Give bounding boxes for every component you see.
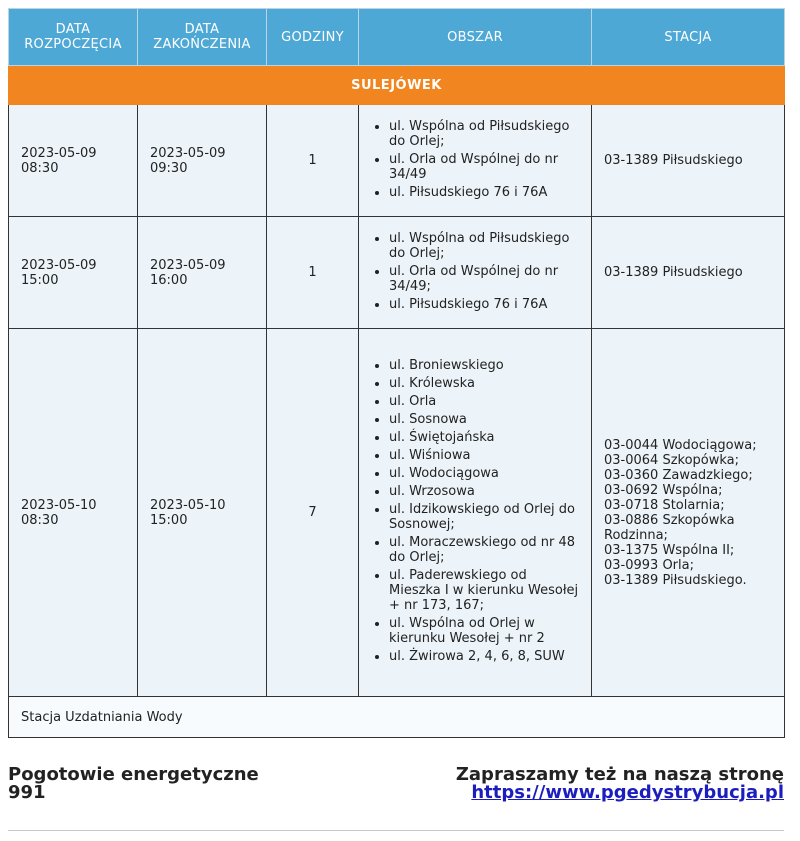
station-item: 03-0360 Zawadzkiego; [604,467,753,483]
station-item: 03-1375 Wspólna II; [604,542,735,558]
time-value: 09:30 [150,160,188,176]
station-item: 03-1389 Piłsudskiego [604,265,743,280]
cell-station [592,217,785,329]
area-list [371,119,579,200]
area-item: • ul. Wrzosowa [389,484,579,499]
time-value: 15:00 [21,272,59,288]
hotline-label: Pogotowie energetyczne [8,764,259,785]
header-station: STACJA [592,9,785,66]
header-hours: GODZINY [267,9,359,66]
area-item: • ul. Orla [389,394,579,409]
station-item: 03-0044 Wodociągowa; [604,437,757,453]
area-item: • ul. Wspólna od Orlej w kierunku Wesołej + nr 2 [389,616,579,646]
area-item: • ul. Moraczewskiego od nr 48 do Orlej; [389,535,579,565]
website-block [456,766,784,802]
cell-start [9,329,138,697]
table-row [9,105,785,217]
station-item: 03-0886 Szkopówka Rodzinna; [604,512,735,543]
cell-start [9,105,138,217]
station-item: 03-0718 Stolarnia; [604,497,725,513]
cell-start [9,217,138,329]
area-item: • ul. Wspólna od Piłsudskiego do Orlej; [389,119,579,149]
station-item: 03-0993 Orla; [604,557,694,573]
station-item: 03-1389 Piłsudskiego. [604,572,747,588]
area-item: • ul. Królewska [389,376,579,391]
table-footnote: Stacja Uzdatniania Wody [9,697,785,738]
cell-hours: 1 [267,105,359,217]
section-row [9,66,785,105]
cell-end [138,105,267,217]
header-end-date [138,9,267,66]
table-header-row [9,9,785,66]
table-row [9,217,785,329]
area-item: • ul. Świętojańska [389,430,579,445]
cell-hours: 1 [267,217,359,329]
table-footnote-row [9,697,785,738]
area-item: • ul. Broniewskiego [389,358,579,373]
time-value: 16:00 [150,272,188,288]
time-value: 08:30 [21,160,59,176]
header-label: DATA [184,22,220,37]
date-value: 2023-05-09 [21,145,97,161]
header-label: DATA [55,22,91,37]
station-item: 03-0692 Wspólna; [604,482,723,498]
cell-area [359,329,592,697]
outage-table [8,8,785,738]
footer-divider [8,830,784,831]
area-item: • ul. Piłsudskiego 76 i 76A [389,185,579,200]
cell-station [592,329,785,697]
cell-area [359,105,592,217]
area-item: • ul. Orla od Wspólnej do nr 34/49 [389,152,579,182]
website-link[interactable]: https://www.pgedystrybucja.pl [471,782,784,803]
area-item: • ul. Wiśniowa [389,448,579,463]
table-row [9,329,785,697]
area-list [371,358,579,664]
time-value: 08:30 [21,512,59,528]
date-value: 2023-05-09 [150,257,226,273]
cell-area [359,217,592,329]
date-value: 2023-05-09 [21,257,97,273]
area-item: • ul. Piłsudskiego 76 i 76A [389,297,579,312]
area-item: • ul. Wspólna od Piłsudskiego do Orlej; [389,231,579,261]
date-value: 2023-05-10 [21,497,97,513]
area-item: • ul. Orla od Wspólnej do nr 34/49; [389,264,579,294]
header-label: ROZPOCZĘCIA [24,37,122,52]
area-item: • ul. Sosnowa [389,412,579,427]
date-value: 2023-05-09 [150,145,226,161]
header-start-date [9,9,138,66]
hotline-number: 991 [8,782,46,803]
area-item: • ul. Wodociągowa [389,466,579,481]
time-value: 15:00 [150,512,188,528]
cell-station [592,105,785,217]
cell-hours: 7 [267,329,359,697]
hotline-block [8,766,328,802]
station-item: 03-0064 Szkopówka; [604,452,740,468]
date-value: 2023-05-10 [150,497,226,513]
station-item: 03-1389 Piłsudskiego [604,153,743,168]
area-item: • ul. Żwirowa 2, 4, 6, 8, SUW [389,649,579,664]
header-label: ZAKOŃCZENIA [153,37,251,52]
cell-end [138,329,267,697]
cell-end [138,217,267,329]
website-invite-text: Zapraszamy też na naszą stronę [455,764,784,785]
area-list [371,231,579,312]
section-title: SULEJÓWEK [9,66,785,105]
header-area: OBSZAR [359,9,592,66]
area-item: • ul. Idzikowskiego od Orlej do Sosnowej; [389,502,579,532]
area-item: • ul. Paderewskiego od Mieszka I w kierunku Wesołej + nr 173, 167; [389,568,579,613]
